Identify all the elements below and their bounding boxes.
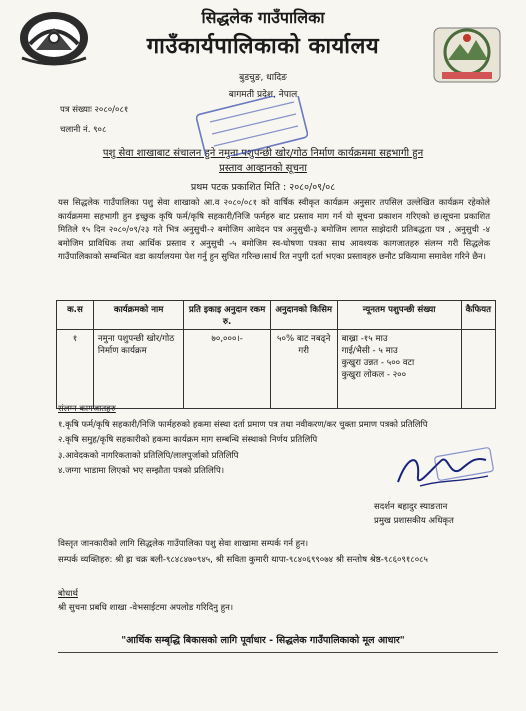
publish-date: प्रथम पटक प्रकाशित मिति : २०८०/०९/०८ (190, 182, 336, 193)
reference-number: पत्र संख्याः २०८०/०८१ (60, 105, 129, 115)
header-grant-type: अनुदानको किसिम (270, 301, 337, 330)
requirement-item: ३.आवेदकको नागरिकताको प्रतिलिपि/लालपुर्जाको प्रतिलिपि (58, 450, 239, 461)
contact-persons: सम्पर्क व्यक्तिहरु: श्री ह्रा चक्र बली-९८४८४७०९४५, श्री सविता कुमारी थापा-९८४०६९९०७४ श्री सन्तोष श्रेष्ठ-९८६०९१८०८५ (58, 555, 428, 565)
header-amount: प्रति इकाइ अनुदान रकम रु. (184, 301, 271, 330)
signatory-title: प्रमुख प्रशासकीय अधिकृत (374, 516, 454, 526)
municipality-name: सिद्धलेक गाउँपालिका (201, 8, 325, 27)
requirement-item: ४.जग्गा भाडामा लिएको भए सम्झौता पत्रको प्रतिलिपि। (58, 466, 225, 476)
footer-divider (58, 652, 498, 653)
office-name: गाउँकार्यपालिकाको कार्यालय (146, 34, 380, 59)
count-goat: बाख्रा -१५ माउ (341, 334, 388, 344)
header-remark: कैफियत (461, 301, 495, 330)
requirements-title: संलग्न कागजातहरु (58, 404, 116, 414)
address-line-1: बुडचुङ, धादिङ (239, 73, 287, 83)
table-header-row (57, 301, 496, 330)
signature-icon (390, 446, 496, 494)
cell-amount: ७०,०००।- (184, 330, 271, 409)
office-stamp-icon (196, 96, 308, 156)
signatory-name: सदर्शन बहादुर स्याङतान (374, 502, 448, 512)
info-body: श्री सुचना प्रबधि शाखा -वेभसाईटमा अपलोड गरिदिनु हुन। (58, 603, 234, 613)
contact-info: विस्तृत जानकारीको लागि सिद्धलेक गाउँपालिका पशु सेवा शाखामा सम्पर्क गर्न हुन। (58, 539, 309, 549)
dispatch-number: चलानी नं. ९०८ (60, 125, 107, 135)
footer-slogan: "आर्थिक सम्बृद्धि बिकासको लागि पूर्वाधार - सिद्धलेक गाउँपालिकाको मूल आधार" (121, 635, 405, 646)
cell-remark (461, 330, 495, 409)
notice-subject-line-2: प्रस्ताव आव्हानको सूचना (219, 163, 307, 174)
info-title: बोधार्थ (58, 589, 78, 599)
count-poultry-improved: कुखुरा उन्नत - ५०० वटा (341, 358, 415, 368)
notice-subject: पशु सेवा शाखाबाट संचालन हुने नमुना पशुपन्छी खोर/गोठ निर्माण कार्यक्रममा सहभागी हुन (102, 148, 424, 159)
requirement-item: १.कृषि फर्म/कृषि सहकारी/निजि फार्महरुको हकमा संस्था दर्ता प्रमाण पत्र तथा नवीकरण/कर चुक्ता प्रमाण पत्रको प्रतिलिपि (58, 419, 428, 430)
header-program: कार्यक्रमको नाम (93, 301, 183, 330)
cell-min-count (337, 330, 461, 409)
cell-program: नमुना पशुपन्छी खोर/गोठ निर्माण कार्यक्रम (93, 330, 183, 409)
cell-grant-type: ५०% बाट नबढ्ने गरी (270, 330, 337, 409)
cell-sn: १ (57, 330, 94, 409)
count-cattle: गाई/भैसी - ५ माउ (341, 346, 398, 356)
program-table (56, 300, 496, 409)
address-line-2: बागमती प्रदेश, नेपाल (228, 90, 298, 100)
requirement-item: २.कृषि समुह/कृषि सहकारीको हकमा कार्यक्रम माग सम्बन्धि संस्थाको निर्णय प्रतिलिपि (58, 435, 318, 445)
header-min-count: न्यूनतम पशुपन्छी संख्या (337, 301, 461, 330)
notice-body: यस सिद्धलेक गाउँपालिका पशु सेवा शाखाको आ.व २०८०/०८१ को वार्षिक स्वीकृत कार्यक्रम अनुसार तपसिल उल्लेखित कार्यक्रम रहेकोले कार्यक्रममा सहभागी हुन इच्छुक कृषि फर्म/कृषि सहकारी/निजि फर्महरु बाट प्रस्ताव माग गर्न यो सूचना प्रकाशन गरिएको छ।सूचना प्रकाशित मितिले १५ दिन २०८०/०९/२३ गते भित्र अनुसुची-२ बमोजिम आवेदन पत्र अनुसुची-३ बमोजिम लागत साझेदारी प्रतिबद्धता पत्र , अनुसुची -४ बमोजिम प्राविधिक तथा आर्थिक प्रस्ताव र अनुसुची -५ बमोजिम स्व-घोषणा पत्रका साथ आवश्यक कागजातहरु संलग्न गरी सिद्धलेक गाउँपालिकाको सम्बन्धित वडा कार्यालयमा पेश गर्नु हुन सुचित गरिन्छ।सार्थ रित नपुगी दर्ता भएका प्रस्तावहरु छनौट प्रकियामा समावेश गरिने छैन। (58, 197, 490, 262)
header-sn: क.स (57, 301, 94, 330)
table-row (57, 330, 496, 409)
count-poultry-local: कुखुरा लोकल - २०० (341, 370, 407, 380)
